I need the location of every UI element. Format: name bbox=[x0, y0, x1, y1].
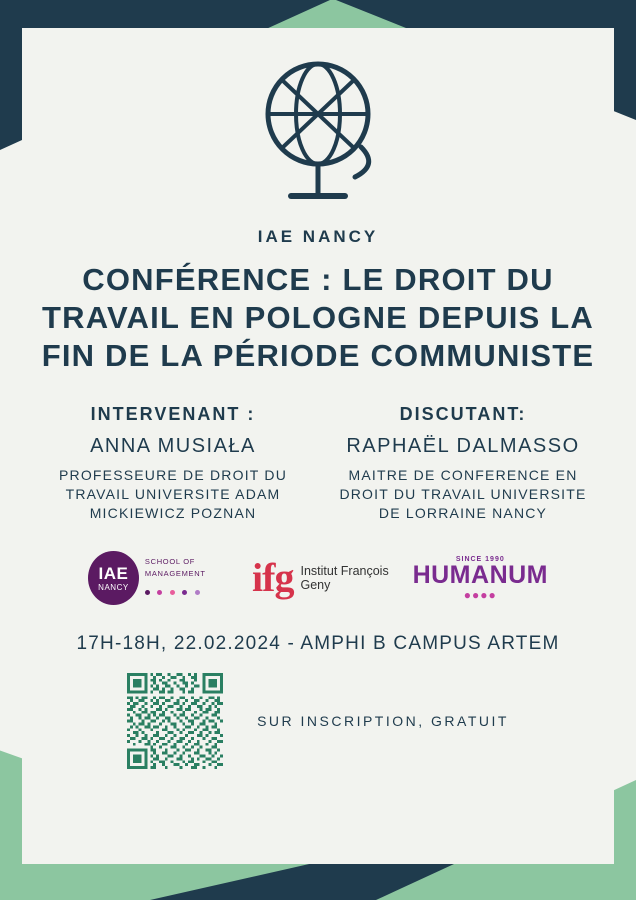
speaker-intervenant bbox=[48, 404, 298, 523]
event-details: 17H-18H, 22.02.2024 - AMPHI B CAMPUS ARTEM bbox=[76, 633, 560, 655]
page-title: CONFÉRENCE : LE DROIT DU TRAVAIL EN POLOGNE DEPUIS LA FIN DE LA PÉRIODE COMMUNISTE bbox=[41, 262, 595, 373]
speaker-role: INTERVENANT : bbox=[90, 404, 256, 425]
iae-tagline: SCHOOL OF MANAGEMENT bbox=[144, 557, 206, 578]
ifg-mark: ifg bbox=[252, 555, 294, 601]
speaker-name: RAPHAËL DALMASSO bbox=[346, 435, 580, 458]
registration-note: SUR INSCRIPTION, GRATUIT bbox=[257, 712, 509, 729]
institut-francois-geny-logo bbox=[252, 555, 413, 601]
speaker-discutant bbox=[338, 404, 588, 523]
humanum-name: HUMANUM bbox=[412, 560, 548, 589]
iae-nancy-logo bbox=[88, 551, 252, 605]
iae-dots bbox=[145, 582, 252, 600]
speaker-role: DISCUTANT: bbox=[399, 404, 527, 425]
iae-mark: IAE bbox=[98, 563, 129, 583]
humanum-since: SINCE 1990 bbox=[455, 555, 505, 563]
humanum-logo bbox=[413, 556, 548, 601]
globe-icon bbox=[243, 52, 393, 217]
registration-row bbox=[127, 673, 509, 769]
iae-badge bbox=[88, 551, 139, 605]
speakers-section bbox=[32, 404, 604, 523]
logos-row bbox=[88, 551, 548, 605]
speaker-affiliation: MAITRE DE CONFERENCE EN DROIT DU TRAVAIL UNIVERSITE DE LORRAINE NANCY bbox=[339, 467, 587, 522]
organization-name: IAE NANCY bbox=[257, 227, 379, 246]
speaker-affiliation: PROFESSEURE DE DROIT DU TRAVAIL UNIVERSITE ADAM MICKIEWICZ POZNAN bbox=[58, 467, 288, 522]
qr-code[interactable] bbox=[127, 673, 223, 769]
iae-tagline-block bbox=[145, 556, 252, 600]
humanum-figures-icon: ●●●● bbox=[463, 587, 497, 602]
speaker-name: ANNA MUSIAŁA bbox=[90, 435, 256, 458]
iae-submark: NANCY bbox=[98, 582, 129, 592]
ifg-name: Institut François Geny bbox=[300, 563, 389, 593]
